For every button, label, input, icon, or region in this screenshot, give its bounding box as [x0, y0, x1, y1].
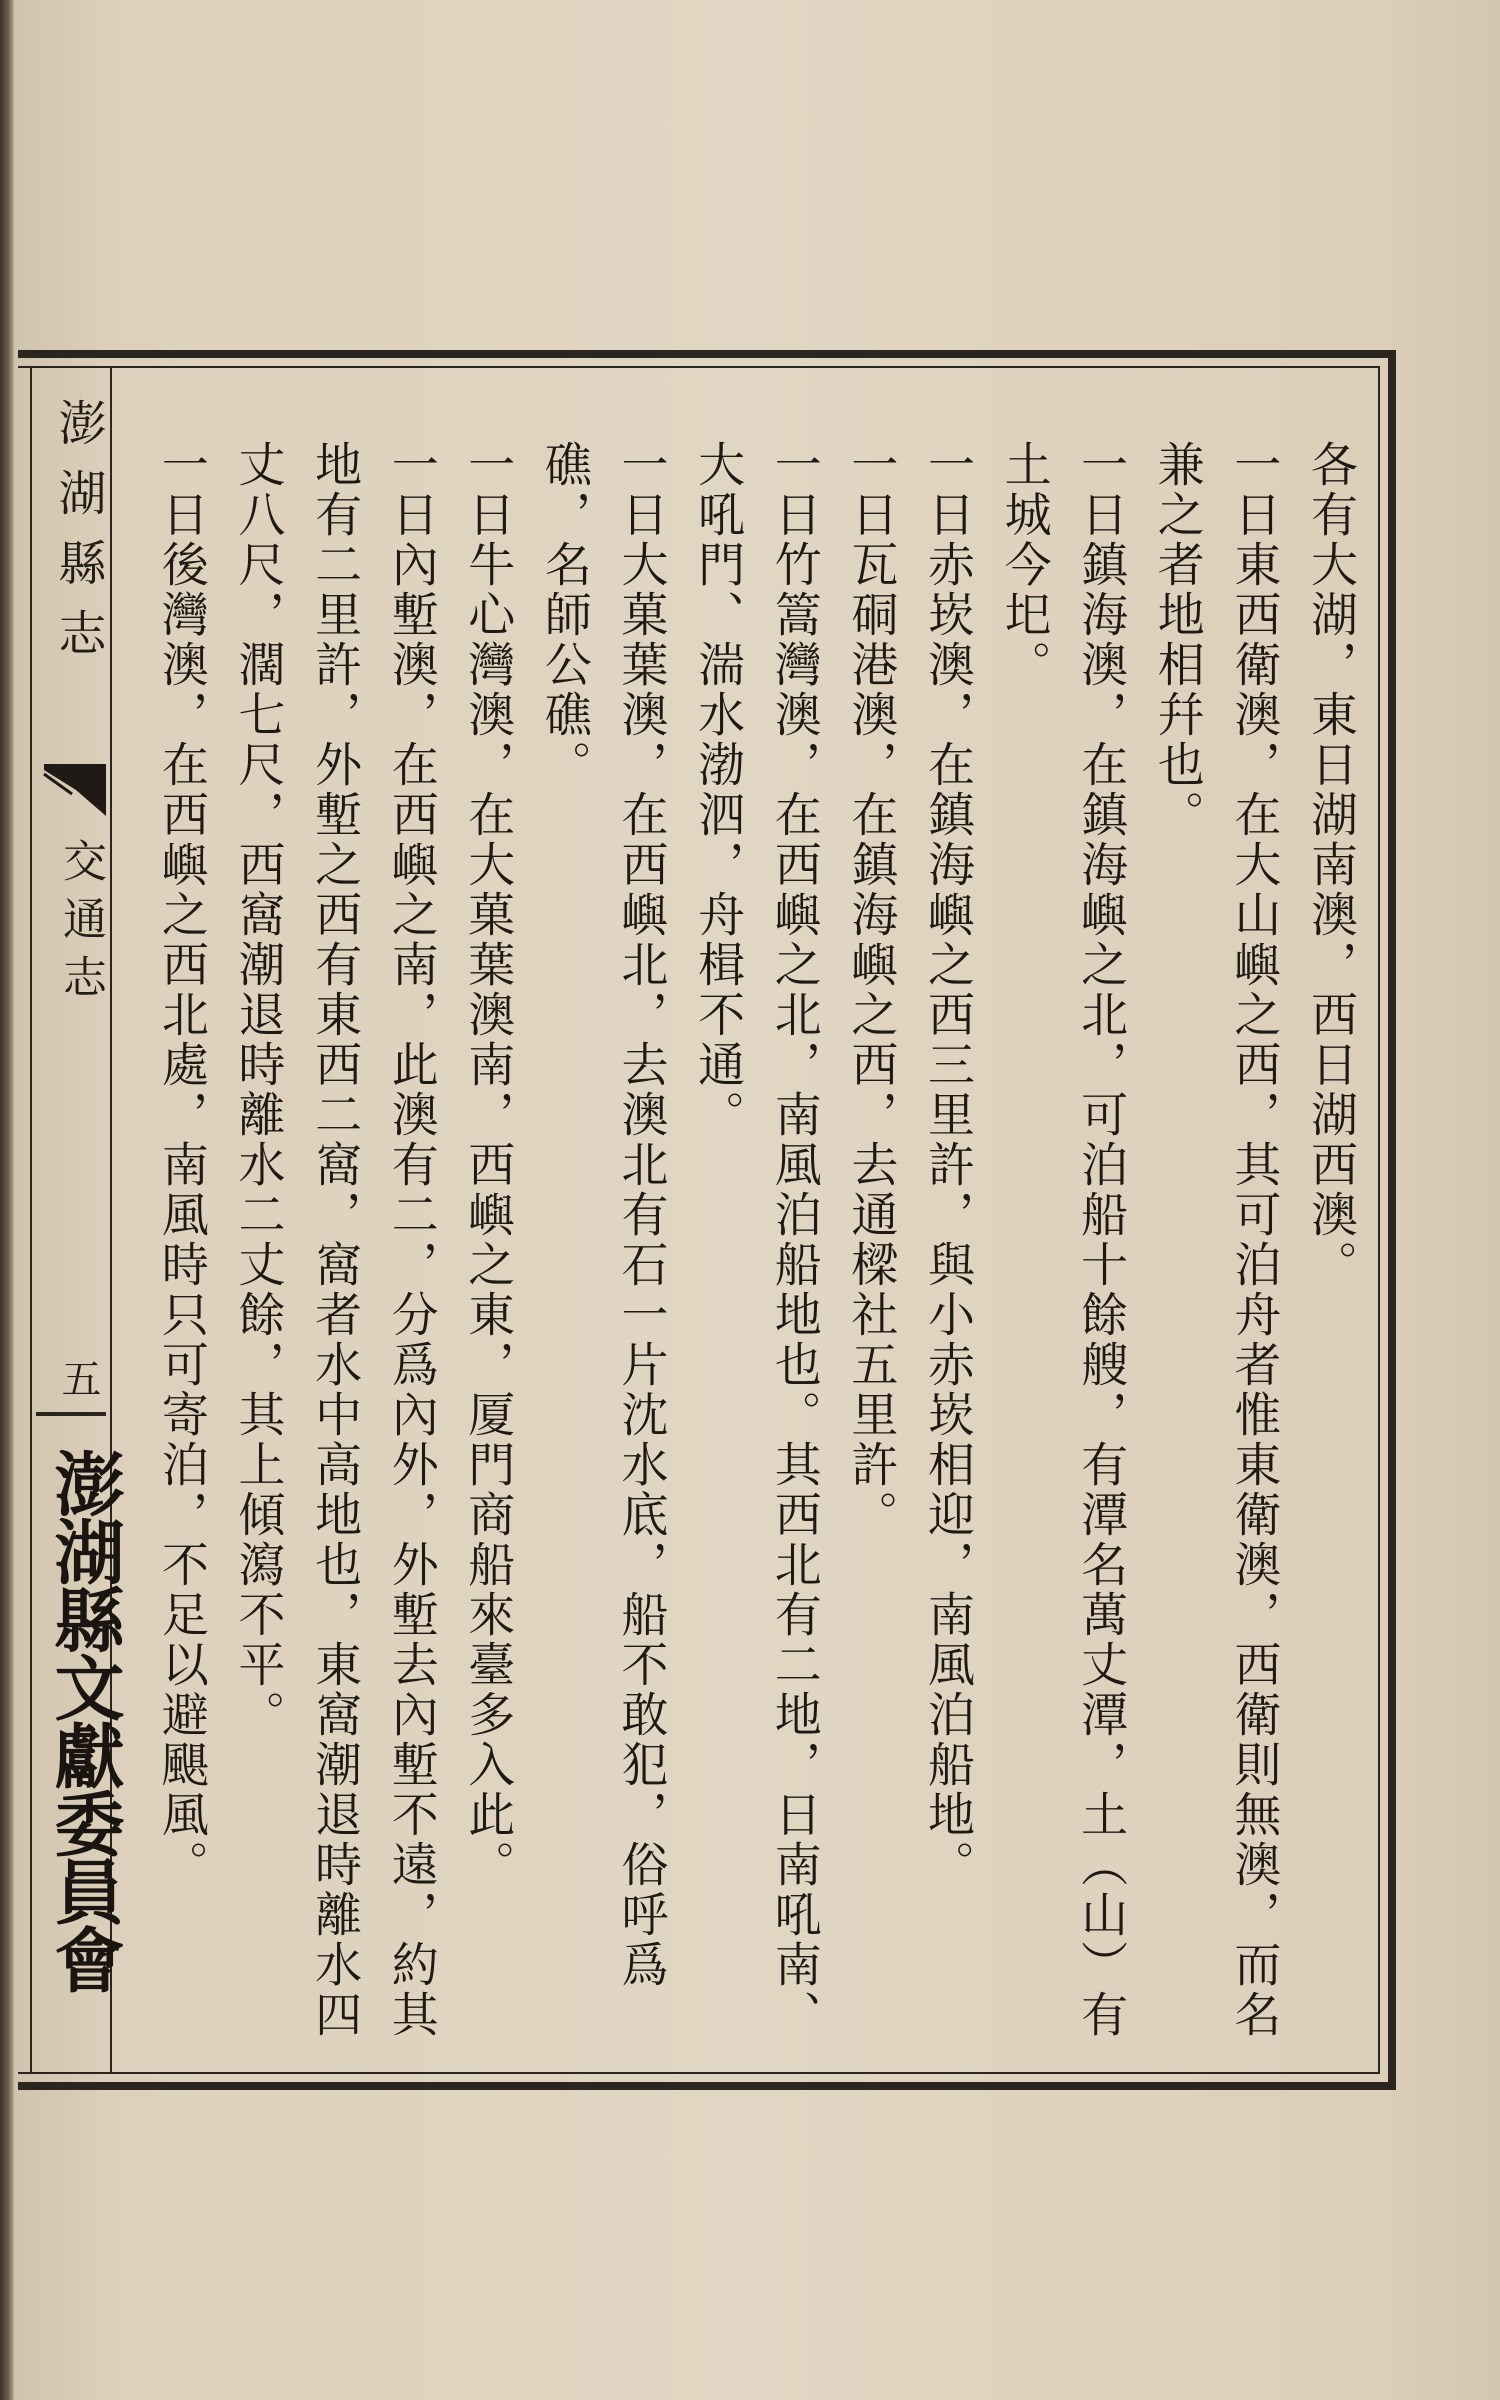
- banxin-rule: [36, 1412, 106, 1416]
- binding-edge: [0, 0, 14, 2400]
- banxin-column: [30, 368, 126, 2072]
- text-paragraph: 一日鎮海澳，在鎮海嶼之北，可泊船十餘艘，有潭名萬丈潭，土（山）有土城今圯。: [996, 440, 1129, 2040]
- publisher-name: 澎湖縣文獻委員會: [43, 1448, 126, 1992]
- text-paragraph: 一日後灣澳，在西嶼之西北處，南風時只可寄泊，不足以避颶風。: [153, 440, 209, 1890]
- text-paragraph: 各有大湖，東日湖南澳，西日湖西澳。: [1303, 440, 1358, 1290]
- section-title: 交通志: [55, 838, 106, 1012]
- main-text-body: [118, 440, 1368, 2040]
- text-paragraph: 一日赤崁澳，在鎮海嶼之西三里許，與小赤崁相迎，南風泊船地。: [919, 440, 975, 1890]
- fishtail-mark-icon: [42, 760, 108, 820]
- text-paragraph: 一日東西衛澳，在大山嶼之西，其可泊舟者惟東衛澳，西衛則無澳，而名兼之者地相幷也。: [1149, 440, 1282, 2040]
- book-title: 澎湖縣志: [50, 398, 106, 678]
- text-paragraph: 一日內塹澳，在西嶼之南，此澳有二，分爲內外，外塹去內塹不遠，約其地有二里許，外塹之西有東西二窩，窩者水中高地也，東窩潮退時離水四丈八尺，濶七尺，西窩潮退時離水二丈餘，其上傾瀉不平。: [230, 440, 439, 2040]
- text-paragraph: 一日大菓葉澳，在西嶼北，去澳北有石一片沈水底，船不敢犯，俗呼爲礁，名師公礁。: [536, 440, 669, 1990]
- text-paragraph: 一日牛心灣澳，在大菓葉澳南，西嶼之東，厦門商船來臺多入此。: [460, 440, 516, 1890]
- text-paragraph: 一日瓦硐港澳，在鎮海嶼之西，去通樑社五里許。: [843, 440, 899, 1540]
- page-number: 五: [55, 1358, 101, 1402]
- text-paragraph: 一日竹篙灣澳，在西嶼之北，南風泊船地也。其西北有二地，日南吼南、大吼門、湍水渤泗，舟楫不通。: [690, 440, 822, 2040]
